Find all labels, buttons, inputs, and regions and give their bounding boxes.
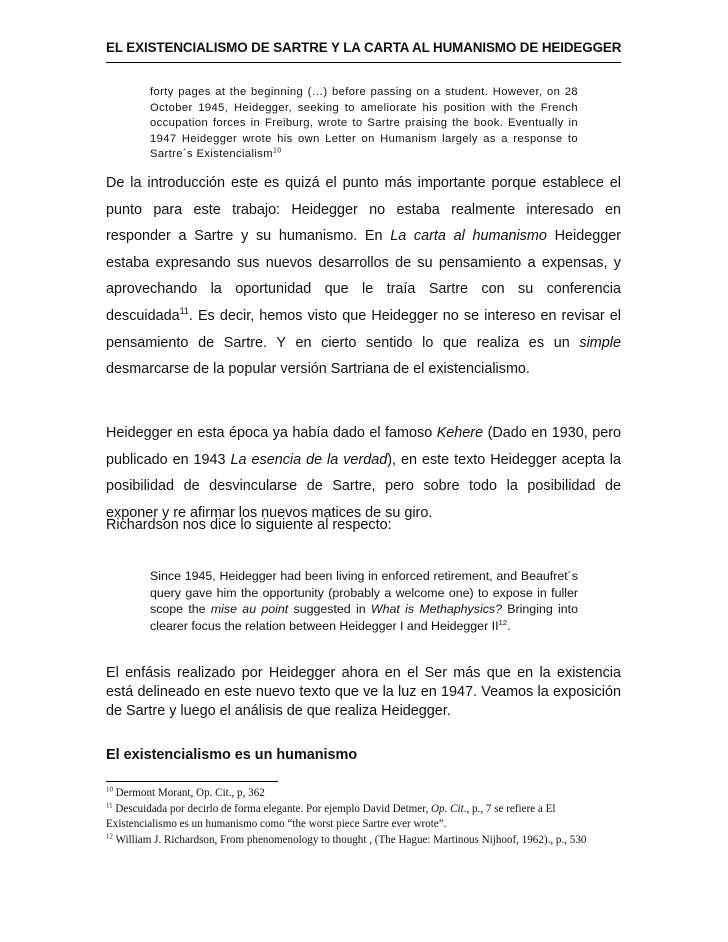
paragraph-text: (Dado en 1930, pero publicado en 1943 [106, 425, 621, 468]
paragraph-text: ), en este texto Heidegger acepta la posibilidad de desvincularse de Sartre, pero sobre todo la posibilidad de exponer y re afirmar los nuevos matices de su giro. [106, 451, 622, 521]
footnote-text: ., p., 7 se refiere a El Existencialismo es un humanismo como “the worst piece Sartre ever wrote”. [106, 802, 556, 831]
block-quote-morant [150, 85, 578, 163]
footnote-text: William J. Richardson, From phenomenology to thought , (The Hague: Martinous Nijhoof, 1962)., p., 530 [112, 833, 587, 846]
paragraph-ser-existencia: El enfásis realizado por Heidegger ahora en el Ser más que en la existencia está delineado en este nuevo texto que ve la luz en 1947. Veamos la exposición de Sartre y luego el análisis de que realiza Heidegger. [106, 665, 621, 719]
quote-text: . [507, 618, 511, 633]
quote-text: Bringing into clearer focus the relation between Heidegger I and Heidegger II [150, 602, 578, 633]
footnote-12 [106, 833, 621, 849]
footnote-number: 10 [106, 786, 113, 794]
footnotes [106, 786, 621, 848]
title-esencia-verdad: La esencia de la verdad [230, 451, 388, 468]
quote-text: suggested in [288, 602, 371, 617]
term-kehere: Kehere [436, 425, 484, 441]
footnote-ref-11[interactable]: 11 [179, 306, 189, 317]
footnote-ref-10[interactable]: 10 [272, 147, 282, 155]
footnote-11 [106, 802, 621, 833]
paragraph-text: De la introducción este es quizá el punto más importante porque establece el punto para este trabajo: Heidegger no estaba realmente interesado en responder a Sartre y su humanismo. En [106, 175, 621, 245]
quote-text: Since 1945, Heidegger had been living in enforced retirement, and Beaufret´s query gave him the opportunity (probably a welcome one) to expose in fuller scope the [150, 569, 578, 617]
footnote-separator [106, 781, 278, 782]
footnote-text: Dermont Morant, Op. Cit., p, 362 [112, 787, 265, 799]
emphasis-simple: simple [579, 334, 621, 351]
paragraph-text: desmarcarse de la popular versión Sartriana de el existencialismo. [106, 361, 530, 378]
quote-text: forty pages at the beginning (…) before passing on a student. However, on 28 October 1945, Heidegger, seeking to ameliorate his position with the French occupation forces in Freiburg, wrote to Sartre praising the book. Eventually in 1947 Heidegger wrote his own Letter on Humanism largely as a response to Sartre´s Existencialism [150, 86, 578, 161]
paragraph-kehere [106, 420, 621, 526]
footnote-italic: Op. Cit [431, 802, 464, 815]
paragraph-text: Heidegger en esta época ya había dado el famoso [106, 425, 437, 441]
footnote-number: 11 [106, 801, 113, 809]
title-what-is-metaphysics: What is Methaphysics? [370, 602, 502, 617]
paragraph-text: . Es decir, hemos visto que Heidegger no se intereso en revisar el pensamiento de Sartre. Y en cierto sentido lo que realiza es un [106, 307, 621, 351]
section-heading: El existencialismo es un humanismo [106, 747, 358, 763]
footnote-text: Descuidada por decirlo de forma elegante. Por ejemplo David Detmer, [112, 802, 432, 815]
paragraph-richardson-intro: Richardson nos dice lo siguiente al respecto: [106, 517, 392, 533]
block-quote-richardson [150, 568, 578, 634]
footnote-10 [106, 786, 621, 802]
footnote-number: 12 [106, 833, 113, 841]
paragraph-text: Heidegger estaba expresando sus nuevos desarrollos de su pensamiento a expensas, y aprovechando la oportunidad que le traía Sartre con su conferencia descuidada [106, 228, 622, 324]
footnote-ref-12[interactable]: 12 [498, 617, 508, 627]
paragraph-introduction [106, 170, 621, 383]
term-mise-au-point: mise au point [210, 602, 289, 617]
running-header: EL EXISTENCIALISMO DE SARTRE Y LA CARTA AL HUMANISMO DE HEIDEGGER [106, 40, 621, 63]
title-carta-humanismo: La carta al humanismo [390, 228, 547, 245]
